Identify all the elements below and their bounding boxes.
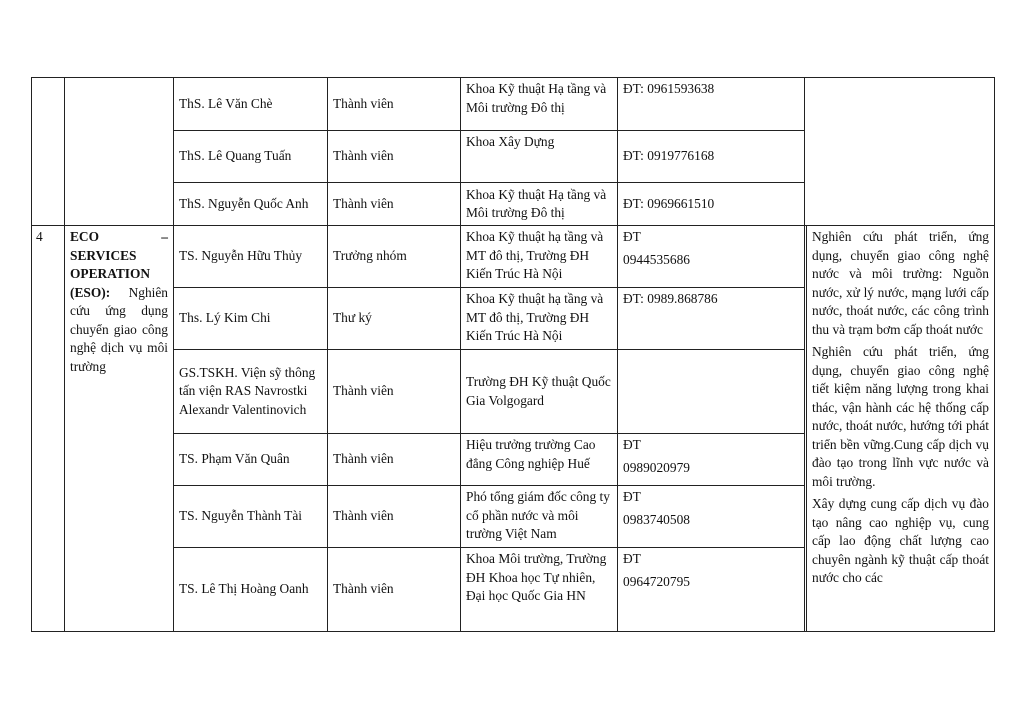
member-unit: Hiệu trưởng trường Cao đẳng Công nghiệp Huế [461, 434, 618, 486]
member-contact [618, 548, 805, 632]
member-contact: ĐT: 0919776168 [618, 131, 805, 183]
member-name: ThS. Nguyễn Quốc Anh [174, 183, 328, 226]
member-unit: Trường ĐH Kỹ thuật Quốc Gia Volgogard [461, 350, 618, 434]
contact-label: ĐT [623, 229, 641, 244]
member-unit: Phó tổng giám đốc công ty cổ phần nước và môi trường Việt Nam [461, 486, 618, 548]
group-number: 4 [32, 226, 65, 632]
member-name: GS.TSKH. Viện sỹ thông tấn viện RAS Navrostki Alexandr Valentinovich [174, 350, 328, 434]
stt-cell-empty [32, 78, 65, 226]
member-role: Thành viên [328, 548, 461, 632]
contact-label: ĐT: 0989.868786 [623, 291, 718, 306]
contact-number: 0964720795 [623, 573, 690, 589]
member-name: TS. Nguyễn Hữu Thủy [174, 226, 328, 288]
member-name: ThS. Lê Văn Chè [174, 78, 328, 131]
group-name: ECO – SERVICES OPERATION (ESO): [70, 229, 168, 300]
member-table [31, 77, 995, 632]
group-topic: Nghiên cứu ứng dụng chuyển giao công nghệ dịch vụ môi trường [70, 284, 168, 374]
member-contact [618, 226, 805, 288]
description-paragraph: Xây dựng cung cấp dịch vụ đào tạo nâng cao nghiệp vụ, cung cấp lao động chất lượng cao chuyên ngành kỹ thuật cấp thoát nước cho các [812, 496, 989, 585]
contact-number: 0944535686 [623, 251, 690, 267]
member-contact-empty [618, 350, 805, 434]
member-name: ThS. Lê Quang Tuấn [174, 131, 328, 183]
spacer-cell [805, 548, 807, 632]
contact-label: ĐT [623, 551, 641, 566]
member-role: Thành viên [328, 434, 461, 486]
member-contact [618, 288, 805, 350]
member-role: Thành viên [328, 78, 461, 131]
member-role: Thành viên [328, 183, 461, 226]
member-name: TS. Nguyễn Thành Tài [174, 486, 328, 548]
member-name: TS. Phạm Văn Quân [174, 434, 328, 486]
contact-label: ĐT [623, 489, 641, 504]
member-role: Thành viên [328, 486, 461, 548]
member-unit: Khoa Kỹ thuật Hạ tầng và Môi trường Đô thị [461, 78, 618, 131]
table-row [32, 78, 995, 131]
spacer-cell [805, 486, 807, 548]
group-description [807, 226, 995, 632]
member-contact: ĐT: 0969661510 [618, 183, 805, 226]
group-cell-empty [65, 78, 174, 226]
contact-label: ĐT [623, 437, 641, 452]
description-paragraph: Nghiên cứu phát triển, ứng dụng, chuyển giao công nghệ nước và môi trường: Nguồn nước, xử lý nước, mạng lưới cấp nước, thoát nước, các công trình thu và trạm bơm cấp thoát nước [812, 229, 989, 337]
member-role: Thành viên [328, 131, 461, 183]
member-role: Thành viên [328, 350, 461, 434]
description-paragraph: Nghiên cứu phát triển, ứng dụng, chuyển giao công nghệ tiết kiệm năng lượng trong khai thác, vận hành các hệ thống cấp nước, thoát nước, hướng tới phát triển bền vững.Cung cấp dịch vụ đào tạo trong lĩnh vực nước và môi trường. [812, 344, 989, 489]
member-contact [618, 486, 805, 548]
spacer-cell [805, 288, 807, 350]
member-role: Thư ký [328, 288, 461, 350]
member-contact [618, 434, 805, 486]
contact-number: 0983740508 [623, 511, 690, 527]
member-unit: Khoa Xây Dựng [461, 131, 618, 183]
group-name-cell [65, 226, 174, 632]
spacer-cell [805, 350, 807, 434]
member-unit: Khoa Môi trường, Trường ĐH Khoa học Tự nhiên, Đại học Quốc Gia HN [461, 548, 618, 632]
contact-number: 0989020979 [623, 459, 690, 475]
member-role: Trưởng nhóm [328, 226, 461, 288]
member-unit: Khoa Kỹ thuật Hạ tầng và Môi trường Đô thị [461, 183, 618, 226]
member-name: Ths. Lý Kim Chi [174, 288, 328, 350]
member-unit: Khoa Kỹ thuật hạ tầng và MT đô thị, Trường ĐH Kiến Trúc Hà Nội [461, 288, 618, 350]
member-contact: ĐT: 0961593638 [618, 78, 805, 131]
description-cell-empty [805, 78, 995, 226]
member-name: TS. Lê Thị Hoàng Oanh [174, 548, 328, 632]
spacer-cell [805, 434, 807, 486]
member-unit: Khoa Kỹ thuật hạ tầng và MT đô thị, Trường ĐH Kiến Trúc Hà Nội [461, 226, 618, 288]
table-row [32, 226, 995, 288]
